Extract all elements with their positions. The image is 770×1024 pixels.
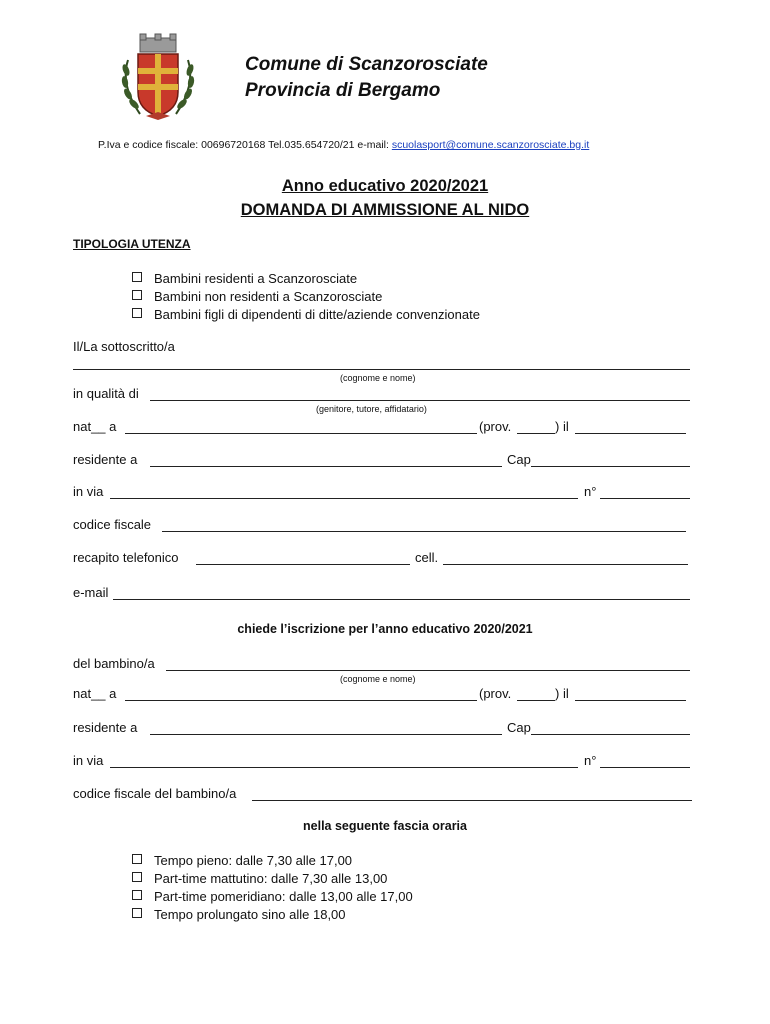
municipal-coat-of-arms-icon (118, 30, 198, 122)
contact-info (98, 139, 589, 151)
residence-field[interactable] (150, 466, 502, 467)
role-hint: (genitore, tutore, affidatario) (316, 404, 427, 414)
child-residence-field[interactable] (150, 734, 502, 735)
cap-field[interactable] (531, 466, 690, 467)
role-label: in qualità di (73, 386, 139, 401)
cell-field[interactable] (443, 564, 688, 565)
province-title: Provincia di Bergamo (245, 80, 441, 101)
child-prov-label: (prov. (479, 686, 512, 701)
street-label: in via (73, 484, 104, 499)
name-hint: (cognome e nome) (340, 373, 416, 383)
child-street-field[interactable] (110, 767, 578, 768)
resident-label: residente a (73, 452, 138, 467)
child-name-label: del bambino/a (73, 656, 155, 671)
option-label: Part-time mattutino: dalle 7,30 alle 13,00 (154, 871, 388, 886)
street-field[interactable] (110, 498, 578, 499)
child-resident-label: residente a (73, 720, 138, 735)
checkbox[interactable] (132, 872, 142, 882)
applicant-intro: Il/La sottoscritto/a (73, 339, 175, 354)
schedule-option-full-time[interactable] (132, 853, 352, 868)
school-year-heading: Anno educativo 2020/2021 (281, 177, 489, 195)
birthdate-field[interactable] (575, 433, 686, 434)
option-label: Bambini non residenti a Scanzorosciate (154, 289, 383, 304)
option-label: Tempo prolungato sino alle 18,00 (154, 907, 346, 922)
child-born-label: nat__ a (73, 686, 117, 701)
contact-details: P.Iva e codice fiscale: 00696720168 Tel.035.654720/21 e-mail: (98, 139, 392, 151)
checkbox[interactable] (132, 272, 142, 282)
tax-code-field[interactable] (162, 531, 686, 532)
schedule-option-afternoon[interactable] (132, 889, 413, 904)
option-label: Part-time pomeridiano: dalle 13,00 alle 17,00 (154, 889, 413, 904)
email-label: e-mail (73, 585, 109, 600)
option-label: Bambini figli di dipendenti di ditte/aziende convenzionate (154, 307, 480, 322)
checkbox[interactable] (132, 290, 142, 300)
phone-field[interactable] (196, 564, 410, 565)
child-name-hint: (cognome e nome) (340, 674, 416, 684)
born-label: nat__ a (73, 419, 117, 434)
birthplace-field[interactable] (125, 433, 477, 434)
child-street-number-field[interactable] (600, 767, 690, 768)
street-number-field[interactable] (600, 498, 690, 499)
prov-label: (prov. (479, 419, 512, 434)
number-label: n° (584, 484, 597, 499)
applicant-name-field[interactable] (73, 369, 690, 370)
child-street-label: in via (73, 753, 104, 768)
option-label: Bambini residenti a Scanzorosciate (154, 271, 358, 286)
request-text: chiede l’iscrizione per l’anno educativo 2020/2021 (237, 622, 533, 636)
user-type-option-residents[interactable] (132, 271, 357, 286)
option-label: Tempo pieno: dalle 7,30 alle 17,00 (154, 853, 353, 868)
form-title: DOMANDA DI AMMISSIONE AL NIDO (240, 201, 530, 219)
child-name-field[interactable] (166, 670, 690, 671)
tax-code-label: codice fiscale (73, 517, 152, 532)
child-cap-field[interactable] (531, 734, 690, 735)
cap-label: Cap (507, 452, 531, 467)
child-birthplace-field[interactable] (125, 700, 477, 701)
cell-label: cell. (415, 550, 439, 565)
child-prov-field[interactable] (517, 700, 555, 701)
checkbox[interactable] (132, 890, 142, 900)
checkbox[interactable] (132, 854, 142, 864)
child-tax-code-label: codice fiscale del bambino/a (73, 786, 237, 801)
phone-label: recapito telefonico (73, 550, 179, 565)
checkbox[interactable] (132, 908, 142, 918)
role-field[interactable] (150, 400, 690, 401)
child-date-label: ) il (555, 686, 569, 701)
schedule-title: nella seguente fascia oraria (303, 819, 467, 833)
user-type-option-non-residents[interactable] (132, 289, 382, 304)
child-tax-code-field[interactable] (252, 800, 692, 801)
email-link[interactable]: scuolasport@comune.scanzorosciate.bg.it (391, 139, 590, 151)
child-number-label: n° (584, 753, 597, 768)
date-label: ) il (555, 419, 569, 434)
user-type-title: TIPOLOGIA UTENZA (73, 237, 191, 251)
email-field[interactable] (113, 599, 690, 600)
schedule-option-extended[interactable] (132, 907, 346, 922)
user-type-option-employees[interactable] (132, 307, 480, 322)
checkbox[interactable] (132, 308, 142, 318)
municipality-title: Comune di Scanzorosciate (245, 54, 488, 75)
child-cap-label: Cap (507, 720, 531, 735)
schedule-option-morning[interactable] (132, 871, 387, 886)
prov-field[interactable] (517, 433, 555, 434)
child-birthdate-field[interactable] (575, 700, 686, 701)
